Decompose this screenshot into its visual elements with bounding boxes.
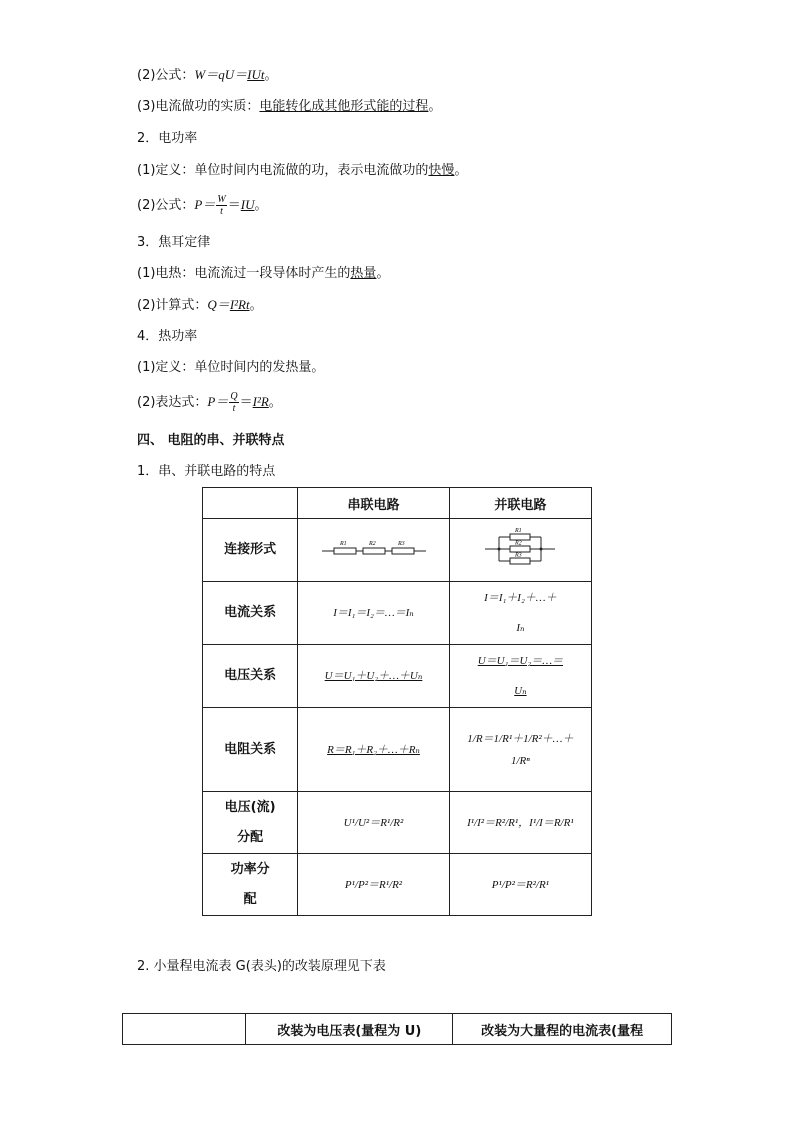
- formula: W＝qU＝: [194, 67, 248, 82]
- heading-heat-power: 4．热功率: [137, 329, 198, 344]
- resistor-label-1: R1: [339, 541, 347, 547]
- parallel-power-formula: P¹/P²＝R²/R¹: [449, 854, 591, 916]
- formula-line-work: [137, 66, 278, 85]
- header-voltmeter: 改装为电压表(量程为 U): [246, 1014, 453, 1045]
- answer-blank: I²R: [252, 394, 269, 409]
- formula-part: Uₙ: [514, 685, 527, 697]
- heat-line: [137, 265, 389, 283]
- subheading-1: 1．串、并联电路的特点: [137, 464, 276, 479]
- text: (1)定义：单位时间内电流做的功，表示电流做功的: [137, 163, 429, 178]
- header-parallel: 并联电路: [449, 488, 591, 519]
- series-voltage-formula: U＝U₁＋U₂＋…＋Uₙ: [298, 645, 450, 708]
- text: 。: [428, 99, 442, 114]
- answer-blank: 电能转化成其他形式能的过程: [259, 99, 429, 114]
- row-label-current: 电流关系: [203, 582, 298, 645]
- text: (2)公式：: [137, 68, 195, 83]
- series-current-formula: I＝I₁＝I₂＝…＝Iₙ: [298, 582, 450, 645]
- parallel-resistance-formula: [449, 708, 591, 792]
- formula-part: U＝U₁＝U₂＝…＝: [477, 655, 563, 667]
- answer-blank: IUt: [247, 67, 265, 82]
- numerator: Q: [230, 391, 238, 402]
- heat-formula-line: [137, 296, 263, 315]
- formula-part: Iₙ: [516, 622, 525, 634]
- section-heading-4: 四、 电阻的串、并联特点: [137, 433, 285, 448]
- resistor-label-3: R3: [397, 541, 405, 547]
- answer-blank: IU: [240, 197, 255, 212]
- heading-power: 2．电功率: [137, 131, 198, 146]
- text: ＝: [239, 395, 253, 410]
- text: (2)公式：: [137, 198, 195, 213]
- label-part: 电压(流): [224, 799, 276, 815]
- resistor-label-1: R1: [515, 528, 523, 534]
- row-label-power: [203, 854, 298, 916]
- label-part: 功率分: [230, 861, 270, 877]
- row-label-connection: 连接形式: [203, 519, 298, 582]
- header-empty: [123, 1014, 246, 1045]
- series-power-formula: P¹/P²＝R¹/R²: [298, 854, 450, 916]
- text: ＝: [227, 198, 241, 213]
- resistor-label-2: R2: [368, 541, 376, 547]
- answer-blank: 快慢: [428, 163, 455, 178]
- resistor-label-2: R2: [515, 540, 523, 547]
- answer-blank: I²Rt: [229, 297, 250, 312]
- text: 。: [376, 266, 390, 281]
- header-empty: [203, 488, 298, 519]
- formula-line-power: [137, 190, 267, 221]
- header-ammeter: 改装为大量程的电流表(量程: [453, 1014, 672, 1045]
- numerator: W: [217, 194, 226, 205]
- subheading-2: 2. 小量程电流表 G(表头)的改装原理见下表: [137, 959, 386, 974]
- series-circuit-diagram: [298, 519, 450, 582]
- fraction: [216, 194, 226, 217]
- parallel-resistor-diagram: [485, 525, 555, 571]
- formula-part: 1/Rⁿ: [511, 754, 530, 767]
- essence-line: [137, 98, 441, 116]
- definition-line-heat-power: (1)定义：单位时间内的发热量。: [137, 360, 325, 375]
- text: 。: [264, 68, 278, 83]
- text: (2)表达式：: [137, 395, 208, 410]
- galvanometer-conversion-table: [122, 1013, 672, 1045]
- row-label-resistance: 电阻关系: [203, 708, 298, 792]
- text: 。: [254, 198, 268, 213]
- text: 。: [249, 298, 263, 313]
- formula: P＝: [207, 394, 229, 409]
- formula: Q＝: [207, 297, 230, 312]
- parallel-distribution-formula: I¹/I²＝R²/R¹，I¹/I＝R/R¹: [449, 792, 591, 854]
- denominator: t: [232, 403, 236, 414]
- series-distribution-formula: U¹/U²＝R¹/R²: [298, 792, 450, 854]
- text: 。: [268, 395, 282, 410]
- denominator: t: [220, 206, 223, 217]
- formula-part: 1/R＝1/R¹＋1/R²＋…＋: [467, 732, 574, 745]
- heat-power-formula-line: [137, 387, 282, 418]
- label-part: 分配: [237, 829, 264, 845]
- text: (2)计算式：: [137, 298, 208, 313]
- text: 。: [454, 163, 468, 178]
- fraction: [229, 391, 238, 414]
- resistor-label-3: R3: [515, 552, 523, 559]
- label-part: 配: [243, 891, 257, 907]
- formula: P＝: [194, 197, 216, 212]
- text: (3)电流做功的实质：: [137, 99, 260, 114]
- parallel-current-formula: [449, 582, 591, 645]
- series-resistor-diagram: [322, 538, 426, 558]
- formula-part: I＝I₁＋I₂＋…＋: [484, 592, 557, 604]
- answer-blank: 热量: [350, 266, 377, 281]
- heading-joule: 3．焦耳定律: [137, 235, 211, 250]
- header-series: 串联电路: [298, 488, 450, 519]
- series-resistance-formula: R＝R₁＋R₂＋…＋Rₙ: [298, 708, 450, 792]
- row-label-voltage: 电压关系: [203, 645, 298, 708]
- parallel-voltage-formula: [449, 645, 591, 708]
- text: (1)电热：电流流过一段导体时产生的: [137, 266, 351, 281]
- definition-line-power: [137, 162, 467, 180]
- row-label-distribution: [203, 792, 298, 854]
- series-parallel-table: [202, 487, 592, 916]
- parallel-circuit-diagram: [449, 519, 591, 582]
